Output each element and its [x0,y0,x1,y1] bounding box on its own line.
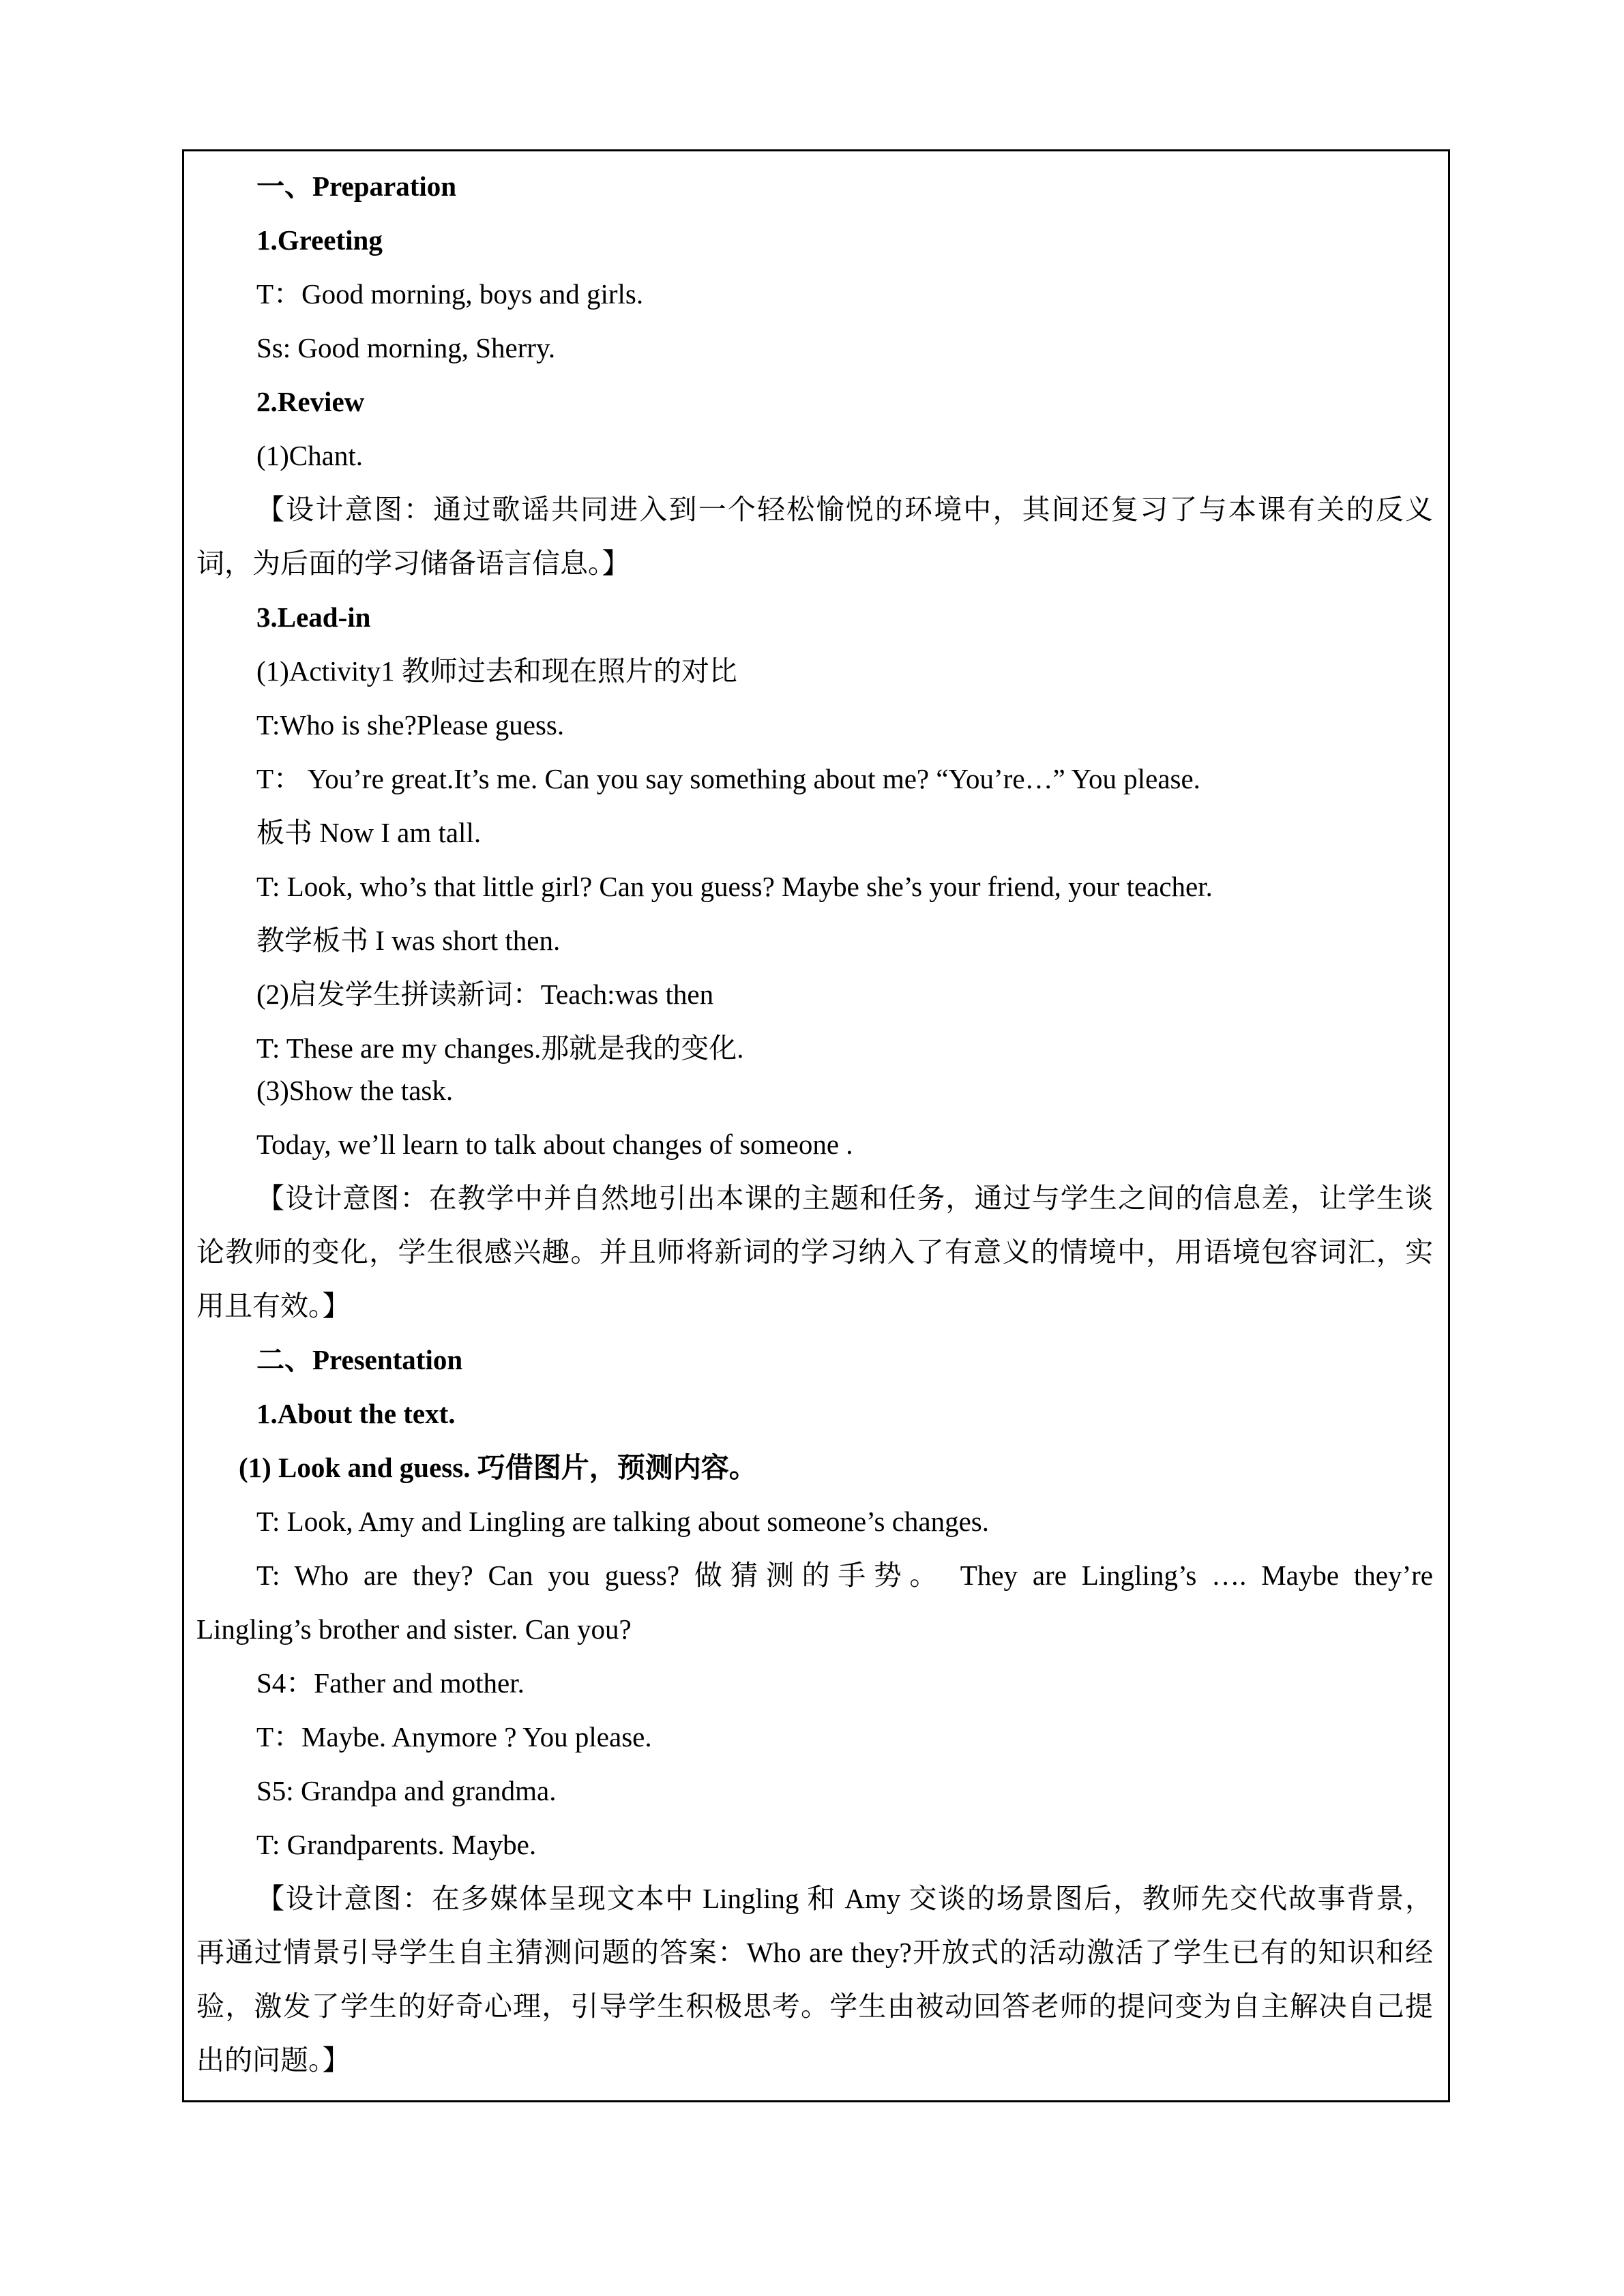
text-line: 出的问题。】 [196,2044,351,2076]
text-line: Lingling’s brother and sister. Can you? [196,1613,632,1645]
text-line: 【设计意图：在多媒体呈现文本中 Lingling 和 Amy 交谈的场景图后，教师先交代故事背景， [256,1883,1433,1914]
text-line: 3.Lead-in [256,601,371,633]
text-line: (3)Show the task. [256,1075,454,1106]
text-line: S5: Grandpa and grandma. [256,1775,557,1806]
text-line: T: Who are they? Can you guess? 做猜测的手势。 They are Lingling’s …. Maybe they’re [256,1560,1433,1591]
text-line: 一、Preparation [256,170,457,202]
text-line: 【设计意图：通过歌谣共同进入到一个轻松愉悦的环境中，其间还复习了与本课有关的反义 [256,494,1433,525]
text-line: T: Look, Amy and Lingling are talking about someone’s changes. [256,1506,989,1537]
text-line: T：Good morning, boys and girls. [256,278,644,310]
text-line: (1)Chant. [256,440,363,471]
text-line: 2.Review [256,386,365,417]
text-line: T: These are my changes.那就是我的变化. [256,1032,744,1064]
text-line: 教学板书 I was short then. [256,925,561,956]
text-line: 词，为后面的学习储备语言信息。】 [196,548,630,579]
text-line: Today, we’ll learn to talk about changes of someone . [256,1129,853,1160]
text-line: T： You’re great.It’s me. Can you say something about me? “You’re…” You please. [256,763,1200,794]
text-line: 二、Presentation [256,1344,463,1375]
text-line: 验，激发了学生的好奇心理，引导学生积极思考。学生由被动回答老师的提问变为自主解决自己提 [196,1991,1433,2022]
text-line: (1) Look and guess. 巧借图片，预测内容。 [239,1452,757,1483]
text-line: (1)Activity1 教师过去和现在照片的对比 [256,655,737,687]
text-line: T:Who is she?Please guess. [256,709,565,741]
text-line: 【设计意图：在教学中并自然地引出本课的主题和任务，通过与学生之间的信息差，让学生谈 [256,1182,1433,1214]
text-line: 再通过情景引导学生自主猜测问题的答案：Who are they?开放式的活动激活了学生已有的知识和经 [196,1937,1433,1968]
text-line: S4：Father and mother. [256,1667,525,1699]
text-line: 用且有效。】 [196,1290,351,1322]
text-line: T：Maybe. Anymore ? You please. [256,1721,652,1753]
text-line: (2)启发学生拼读新词：Teach:was then [256,979,714,1010]
text-line: T: Grandparents. Maybe. [256,1829,537,1860]
text-line: 1.Greeting [256,224,383,256]
text-line: 板书 Now I am tall. [256,817,482,848]
text-line: T: Look, who’s that little girl? Can you guess? Maybe she’s your friend, your teacher. [256,871,1213,902]
text-line: 1.About the text. [256,1398,456,1429]
text-line: Ss: Good morning, Sherry. [256,332,556,363]
text-line: 论教师的变化，学生很感兴趣。并且师将新词的学习纳入了有意义的情境中，用语境包容词汇，实 [196,1236,1433,1268]
lesson-plan-text-box [182,149,1450,2102]
